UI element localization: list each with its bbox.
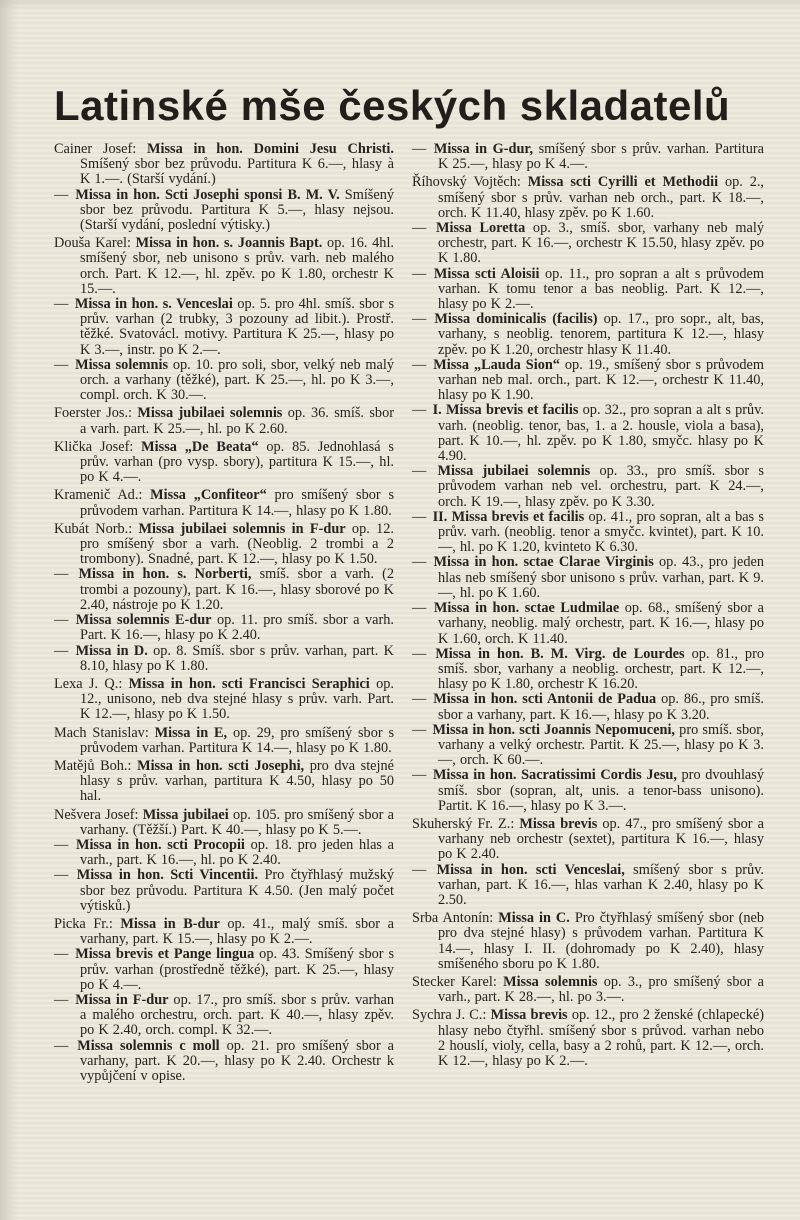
mass-title: Missa in hon. s. Norberti,: [78, 566, 252, 583]
entry-author: Kubát Norb.:: [54, 520, 139, 537]
catalog-entry: [412, 911, 764, 972]
entry-author: Picka Fr.:: [54, 915, 121, 932]
entry-details: op. 43., pro jeden hlas neb smíšený sbor unisono s prův. varhan, part. K 9.—, hl. po K 1.60.: [438, 554, 764, 601]
catalog-entry: [412, 175, 764, 221]
entry-details: pro dva stejné hlasy s prův. varhan, partitura K 4.50, hlasy po 50 hal.: [80, 757, 394, 805]
mass-title: Missa „Confiteor“: [150, 487, 267, 504]
catalog-entry: [54, 947, 394, 993]
entry-details: smíš. sbor a varh. (2 trombi a pozouny), part. K 16.—, hlasy sborové po K 2.40, nástroje po K 1.20.: [80, 566, 394, 613]
catalog-columns: [54, 142, 764, 1084]
entry-details: pro dvouhlasý smíš. sbor (sopran, alt, unis. a tenor-bass unisono). Partit. K 16.—, hlasy po K 3.—.: [438, 767, 764, 814]
entry-dash: —: [54, 356, 76, 373]
entry-dash: —: [412, 554, 434, 571]
entry-author: Klička Josef:: [54, 438, 142, 455]
page-content: [54, 84, 764, 1084]
entry-details: op. 18. pro jeden hlas a varh., part. K 16.—, hl. po K 2.40.: [80, 836, 394, 869]
mass-title: Missa in hon. Scti Vincentii.: [76, 867, 259, 884]
mass-title: Missa jubilaei solemnis: [137, 405, 283, 422]
entry-details: op. 86., pro smíš. sbor a varhany, part. K 16.—, hlasy po K 3.20.: [438, 691, 765, 723]
entry-dash: —: [54, 991, 76, 1008]
catalog-entry: [54, 917, 394, 947]
entry-details: op. 3., pro smíšený sbor a varh., part. K 28.—, hl. po 3.—.: [438, 973, 764, 1006]
entry-details: Smíšený sbor bez průvodu. Partitura K 5.—, hlasy nejsou. (Starší vydání, poslední výtisky.): [80, 186, 394, 234]
mass-title: Missa in C.: [498, 910, 570, 927]
column-left: [54, 142, 394, 1084]
mass-title: Missa in hon. s. Joannis Bapt.: [135, 235, 323, 252]
mass-title: Missa jubilaei solemnis: [437, 463, 591, 480]
catalog-entry: [54, 838, 394, 868]
entry-details: op. 16. 4hl. smíšený sbor, neb unisono s prův. varh. neb malého orch. Part. K 12.—, hl. zpěv. po K 1.80, orchestr K 15.—.: [80, 235, 395, 297]
catalog-entry: [54, 440, 394, 486]
entry-details: op. 47., pro smíšený sbor a varhany neb orchestr (sextet), partitura K 16.—, hlasy po K 2.40.: [438, 815, 764, 863]
column-right: [412, 142, 764, 1084]
catalog-entry: [412, 555, 764, 601]
catalog-entry: [54, 726, 394, 756]
entry-details: pro smíš. sbor, varhany a velký orchestr. Partit. K 25.—, hlasy po K 3.—, orch. K 60.—.: [438, 721, 765, 769]
entry-author: Kramenič Ad.:: [54, 487, 151, 504]
entry-details: smíšený sbor s prův. varhan, part. K 16.—, hlas varhan K 2.40, hlasy po K 2.50.: [438, 861, 765, 908]
catalog-entry: [54, 567, 394, 613]
entry-author: Skuherský Fr. Z.:: [412, 815, 520, 832]
mass-title: Missa scti Cyrilli et Methodii: [527, 174, 719, 191]
entry-details: op. 12. pro smíšený sbor a varh. (Neoblig. 2 trombi a 2 trombony). Snadné, part. K 12.—, hlasy po K 1.50.: [80, 520, 394, 568]
catalog-entry: [412, 267, 764, 313]
mass-title: Missa in hon. scti Francisci Seraphici: [128, 675, 370, 692]
catalog-entry: [412, 1008, 764, 1069]
entry-dash: —: [412, 861, 437, 878]
mass-title: Missa „Lauda Sion“: [433, 356, 560, 373]
entry-dash: —: [412, 311, 435, 328]
entry-dash: —: [412, 645, 436, 662]
entry-dash: —: [412, 220, 436, 237]
catalog-entry: [412, 817, 764, 863]
mass-title: Missa in F-dur: [75, 991, 169, 1008]
mass-title: Missa in hon. sctae Clarae Virginis: [433, 554, 654, 571]
entry-dash: —: [54, 612, 76, 629]
catalog-entry: [54, 613, 394, 643]
entry-dash: —: [412, 508, 433, 525]
catalog-entry: [412, 601, 764, 647]
catalog-entry: [412, 142, 764, 172]
entry-details: Smíšený sbor bez průvodu. Partitura K 6.—, hlasy à K 1.—. (Starší vydání.): [80, 156, 394, 188]
entry-details: op. 43. Smíšený sbor s prův. varhan (prostředně těžké), part. K 25.—, hlasy po K 4.—.: [80, 946, 395, 993]
mass-title: Missa in G-dur,: [433, 141, 534, 157]
page-top-shadow: [0, 0, 800, 10]
mass-title: Missa in hon. s. Venceslai: [74, 296, 233, 313]
page-edge-shadow: [0, 0, 18, 1220]
page-title: Latinské mše českých skladatelů: [54, 82, 731, 129]
mass-title: Missa in hon. scti Venceslai,: [436, 861, 625, 878]
mass-title: Missa „De Beata“: [141, 438, 259, 455]
catalog-entry: [54, 1039, 394, 1085]
entry-dash: —: [412, 721, 433, 738]
entry-dash: —: [412, 402, 433, 419]
catalog-entry: [412, 723, 764, 769]
entry-details: op. 10. pro soli, sbor, velký neb malý orch. a varhany (těžké), part. K 25.—, hl. po K 3.—, compl. orch. K 30.—.: [80, 356, 395, 404]
entry-details: op. 11., pro sopran a alt s průvodem varhan. K tomu tenor a bas neoblig. Part. K 12.—, hlasy po K 2.—.: [438, 265, 765, 313]
mass-title: Missa brevis: [519, 815, 598, 832]
entry-author: Sychra J. C.:: [412, 1007, 491, 1024]
mass-title: Missa in hon. sctae Ludmilae: [433, 600, 620, 617]
entry-dash: —: [412, 691, 434, 708]
catalog-entry: [54, 677, 394, 723]
entry-dash: —: [54, 867, 77, 884]
entry-dash: —: [412, 141, 434, 157]
catalog-entry: [54, 993, 394, 1039]
mass-title: Missa scti Aloisii: [433, 265, 540, 282]
catalog-entry: [54, 488, 394, 518]
entry-details: op. 17., pro smíš. sbor s prův. varhan a malého orchestru, orch. part. K 40.—, hlasy zpěv. po K 2.40, orch. compl. K 32.—.: [80, 991, 395, 1039]
catalog-entry: [54, 358, 394, 404]
entry-details: op. 33., pro smíš. sbor s průvodem varhan neb vel. orchestru, part. K 24.—, orch. K 19.—, hlasy zpěv. po K 3.30.: [438, 463, 764, 510]
mass-title: Missa in hon. B. M. Virg. de Lourdes: [435, 645, 685, 662]
entry-dash: —: [412, 265, 434, 282]
catalog-entry: [412, 464, 764, 510]
mass-title: Missa in hon. scti Josephi,: [137, 757, 305, 774]
entry-author: Srba Antonín:: [412, 910, 499, 927]
entry-dash: —: [412, 600, 434, 617]
entry-author: Říhovský Vojtěch:: [412, 174, 528, 191]
mass-title: Missa brevis: [490, 1007, 568, 1024]
entry-author: Nešvera Josef:: [54, 806, 143, 823]
entry-dash: —: [412, 767, 433, 784]
mass-title: Missa in hon. Sacratissimi Cordis Jesu,: [432, 767, 677, 784]
entry-details: pro smíšený sbor s průvodem varhan. Partitura K 14.—, hlasy po K 1.80.: [80, 487, 395, 519]
entry-details: op. 2., smíšený sbor s prův. varhan neb orch., part. K 18.—, orch. K 11.40, hlasy zpěv. po K 1.60.: [438, 174, 764, 221]
mass-title: Missa jubilaei: [142, 806, 229, 823]
entry-dash: —: [54, 836, 76, 853]
catalog-entry: [54, 868, 394, 914]
entry-dash: —: [54, 296, 75, 313]
catalog-entry: [54, 759, 394, 805]
entry-dash: —: [54, 642, 76, 659]
entry-details: Pro čtyřhlasý smíšený sbor (neb pro dva stejné hlasy) s průvodem varhan. Partitura K 14.—, hlasy I. II. (dohromady po K 2.40), hlasy smíšeného sboru po K 1.80.: [438, 910, 765, 972]
catalog-entry: [54, 297, 394, 358]
entry-details: op. 11. pro smíš. sbor a varh. Part. K 16.—, hlasy po K 2.40.: [80, 612, 394, 644]
entry-details: op. 85. Jednohlasá s prův. varhan (pro vysp. sbory), partitura K 15.—, hl. po K 4.—.: [80, 438, 394, 486]
entry-author: Foerster Jos.:: [54, 405, 138, 422]
catalog-entry: [412, 863, 764, 909]
entry-dash: —: [54, 566, 79, 583]
entry-dash: —: [412, 463, 438, 480]
entry-details: op. 81., pro smíš. sbor, varhany a neoblig. orchestr, part. K 12.—, hlasy po K 1.80, orchestr K 16.20.: [438, 645, 764, 693]
entry-details: op. 32., pro sopran a alt s prův. varh. (neoblig. tenor, bas, 1. a 2. housle, viola a basa), part. K 10.—, hl. zpěv. po K 1.80, smyčc. hlasy po K 4.90.: [438, 402, 764, 465]
entry-details: op. 3., smíš. sbor, varhany neb malý orchestr, part. K 16.—, orchestr K 15.50, hlasy zpěv. po K 1.80.: [438, 220, 764, 267]
mass-title: Missa dominicalis (facilis): [434, 311, 598, 328]
catalog-entry: [54, 522, 394, 568]
catalog-entry: [412, 975, 764, 1005]
mass-title: Missa in D.: [75, 642, 148, 659]
mass-title: Missa solemnis c moll: [77, 1037, 220, 1054]
entry-details: op. 19., smíšený sbor s průvodem varhan neb mal. orch., part. K 12.—, orchestr K 11.40, hlasy po K 1.90.: [438, 356, 764, 404]
entry-details: op. 41., pro sopran, alt a bas s prův. varh. (neoblig. tenor a smyčc. kvintet), part. K 10.—, hl. po K 1.20, kvinteto K 6.30.: [438, 508, 764, 556]
mass-title: Missa in hon. Scti Josephi sponsi B. M. V.: [75, 186, 340, 203]
mass-title: Missa solemnis: [75, 356, 169, 373]
entry-details: op. 12., unisono, neb dva stejné hlasy s prův. varh. Part. K 12.—, hlasy po K 1.50.: [80, 675, 394, 723]
entry-details: op. 105. pro smíšený sbor a varhany. (Těžší.) Part. K 40.—, hlasy po K 5.—.: [80, 806, 394, 838]
catalog-entry: [412, 221, 764, 267]
entry-details: op. 41., malý smíš. sbor a varhany, part. K 15.—, hlasy po K 2.—.: [80, 915, 394, 948]
entry-details: op. 12., pro 2 ženské (chlapecké) hlasy nebo čtyřhl. smíšený sbor s průvod. varhan nebo 2 houslí, violy, cella, basy a 2 rohů, part. K 12.—, orch. K 12.—, hlasy po K 2.—.: [438, 1007, 764, 1069]
mass-title: Missa solemnis E-dur: [75, 612, 212, 629]
catalog-entry: [54, 236, 394, 297]
entry-details: Pro čtyřhlasý mužský sbor bez průvodu. Partitura K 4.50. (Jen malý počet výtisků.): [80, 867, 394, 914]
mass-title: Missa in hon. scti Joannis Nepomuceni,: [432, 721, 675, 738]
entry-author: Douša Karel:: [54, 235, 136, 252]
entry-author: Lexa J. Q.:: [54, 675, 129, 692]
catalog-entry: [412, 358, 764, 404]
entry-dash: —: [54, 1037, 78, 1054]
catalog-entry: [54, 644, 394, 674]
mass-title: Missa brevis et Pange lingua: [75, 946, 255, 963]
entry-details: op. 8. Smíš. sbor s prův. varhan, part. K 8.10, hlasy po K 1.80.: [80, 642, 394, 674]
mass-title: Missa in hon. scti Antonii de Padua: [433, 691, 657, 708]
catalog-entry: [54, 142, 394, 188]
entry-author: Cainer Josef:: [54, 141, 148, 157]
catalog-entry: [412, 312, 764, 358]
mass-title: Missa solemnis: [503, 973, 598, 990]
entry-dash: —: [54, 186, 76, 203]
catalog-entry: [412, 510, 764, 556]
entry-details: op. 68., smíšený sbor a varhany, neoblig. malý orchestr, part. K 16.—, hlasy po K 1.60, orch. K 11.40.: [438, 600, 764, 647]
catalog-entry: [412, 403, 764, 464]
mass-title: Missa in B-dur: [120, 915, 220, 932]
catalog-entry: [412, 647, 764, 693]
entry-details: op. 21. pro smíšený sbor a varhany, part. K 20.—, hlasy po K 2.40. Orchestr k vypůjčení v opise.: [80, 1037, 395, 1084]
entry-details: smíšený sbor s prův. varhan. Partitura K 25.—, hlasy po K 4.—.: [438, 141, 764, 173]
catalog-entry: [412, 768, 764, 814]
entry-author: Matějů Boh.:: [54, 757, 138, 774]
mass-title: Missa jubilaei solemnis in F-dur: [138, 520, 346, 537]
entry-author: Mach Stanislav:: [54, 724, 155, 741]
catalog-entry: [412, 692, 764, 722]
catalog-entry: [54, 406, 394, 436]
entry-details: op. 17., pro sopr., alt, bas, varhany, s neoblig. tenorem, partitura K 12.—, hlasy zpěv. po K 1.20, orchestr hlasy K 11.40.: [438, 311, 765, 358]
entry-details: op. 5. pro 4hl. smíš. sbor s prův. varhan (2 trubky, 3 pozouny ad libit.). Prostř. těžké. Svatovácl. motivy. Partitura K 25.—, hlasy po K 3.—, instr. po K 2.—.: [80, 296, 395, 358]
catalog-entry: [54, 188, 394, 234]
mass-title: Missa in E,: [154, 724, 228, 741]
mass-title: I. Missa brevis et facilis: [432, 402, 579, 419]
entry-author: Stecker Karel:: [412, 973, 504, 990]
entry-dash: —: [54, 946, 76, 963]
catalog-entry: [54, 808, 394, 838]
entry-details: op. 29, pro smíšený sbor s průvodem varhan. Partitura K 14.—, hlasy po K 1.80.: [80, 724, 395, 756]
mass-title: Missa in hon. scti Procopii: [75, 836, 245, 853]
entry-details: op. 36. smíš. sbor a varh. part. K 25.—, hl. po K 2.60.: [80, 405, 394, 437]
entry-dash: —: [412, 356, 434, 373]
mass-title: Missa Loretta: [436, 220, 526, 237]
mass-title: II. Missa brevis et facilis: [432, 508, 585, 525]
mass-title: Missa in hon. Domini Jesu Christi.: [147, 141, 394, 157]
